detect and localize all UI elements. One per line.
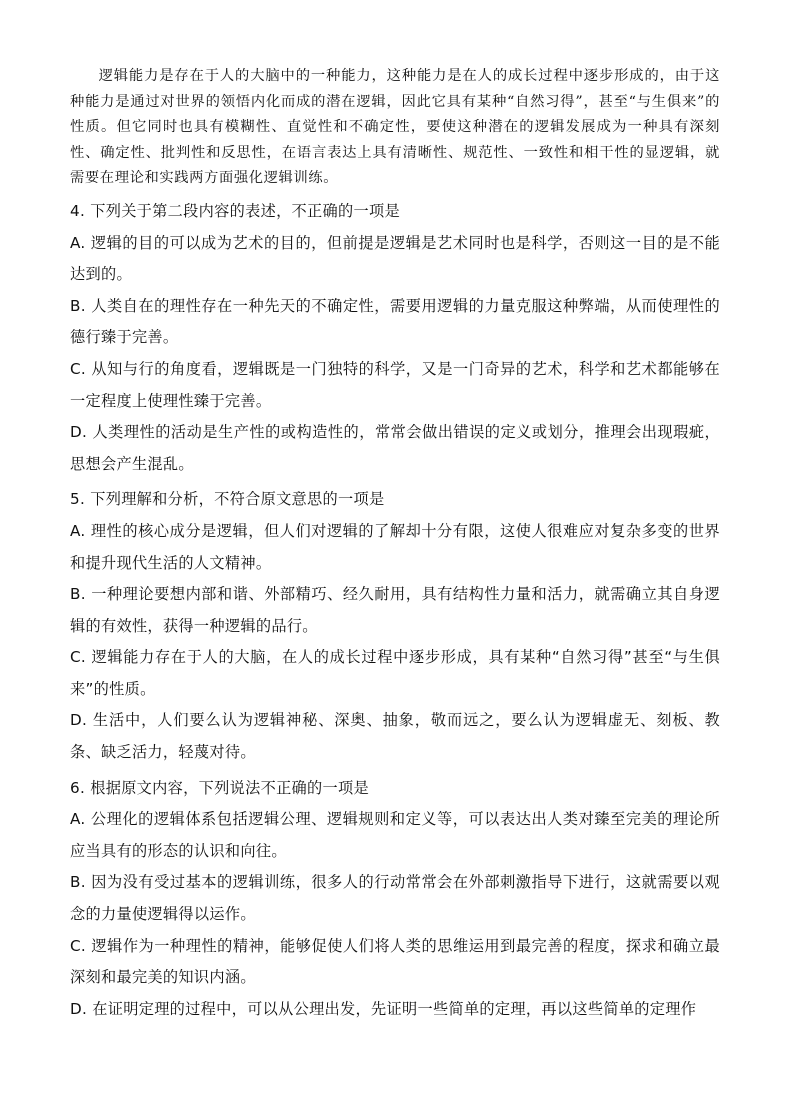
option-b: B. 一种理论要想内部和谐、外部精巧、经久耐用，具有结构性力量和活力，就需确立其自身逻辑的有效性，获得一种逻辑的品行。 (70, 585, 720, 635)
option-d: D. 人类理性的活动是生产性的或构造性的，常常会做出错误的定义或划分，推理会出现瑕疵，思想会产生混乱。 (70, 423, 720, 473)
question-stem: 5. 下列理解和分析，不符合原文意思的一项是 (70, 490, 385, 509)
reading-passage: 逻辑能力是存在于人的大脑中的一种能力，这种能力是在人的成长过程中逐步形成的，由于这种能力是通过对世界的领悟内化而成的潜在逻辑，因此它具有某种“自然习得”，甚至“与生俱来”的性质。但它同时也具有模糊性、直觉性和不确定性，要使这种潜在的逻辑发展成为一种具有深刻性、确定性、批判性和反思性，在语言表达上具有清晰性、规范性、一致性和相干性的显逻辑，就需要在理论和实践两方面强化逻辑训练。 (70, 68, 720, 187)
question-5 (70, 484, 720, 768)
option-a: A. 逻辑的目的可以成为艺术的目的，但前提是逻辑是艺术同时也是科学，否则这一目的是不能达到的。 (70, 233, 720, 284)
question-stem: 6. 根据原文内容，下列说法不正确的一项是 (70, 778, 369, 797)
option-a: A. 理性的核心成分是逻辑，但人们对逻辑的了解却十分有限，这使人很难应对复杂多变的世界和提升现代生活的人文精神。 (70, 521, 720, 572)
option-d: D. 生活中，人们要么认为逻辑神秘、深奥、抽象，敬而远之，要么认为逻辑虚无、刻板、教条、缺乏活力，轻蔑对待。 (70, 711, 720, 762)
option-b: B. 因为没有受过基本的逻辑训练，很多人的行动常常会在外部刺激指导下进行，这就需要以观念的力量使逻辑得以运作。 (70, 873, 720, 924)
question-stem: 4. 下列关于第二段内容的表述，不正确的一项是 (70, 201, 400, 220)
option-c: C. 从知与行的角度看，逻辑既是一门独特的科学，又是一门奇异的艺术，科学和艺术都能够在一定程度上使理性臻于完善。 (70, 359, 720, 410)
option-c: C. 逻辑能力存在于人的大脑，在人的成长过程中逐步形成，具有某种“自然习得”甚至“与生俱来”的性质。 (70, 648, 720, 698)
question-6 (70, 773, 720, 1026)
question-4 (70, 196, 720, 480)
option-a: A. 公理化的逻辑体系包括逻辑公理、逻辑规则和定义等，可以表达出人类对臻至完美的理论所应当具有的形态的认识和向往。 (70, 810, 720, 860)
document-page (70, 64, 720, 1025)
option-b: B. 人类自在的理性存在一种先天的不确定性，需要用逻辑的力量克服这种弊端，从而使理性的德行臻于完善。 (70, 296, 720, 347)
option-d: D. 在证明定理的过程中，可以从公理出发，先证明一些简单的定理，再以这些简单的定理作 (70, 999, 697, 1018)
option-c: C. 逻辑作为一种理性的精神，能够促使人们将人类的思维运用到最完善的程度，探求和确立最深刻和最完美的知识内涵。 (70, 936, 720, 987)
